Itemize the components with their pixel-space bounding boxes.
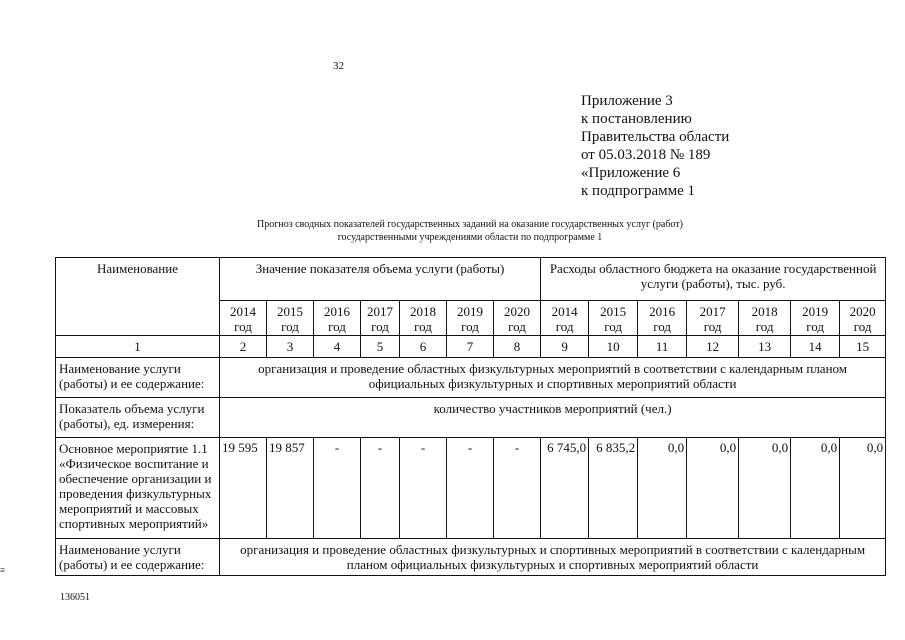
year-cell: 2018 год (739, 301, 791, 336)
appendix-block (581, 92, 729, 200)
value-cell: - (494, 438, 541, 539)
service-text: организация и проведение областных физкультурных мероприятий в соответствии с календарным планом официальных физкультурных и спортивных мероприятий области (220, 358, 886, 398)
service-label-2: Наименование услуги (работы) и ее содержание: (56, 539, 220, 576)
indicator-label: Показатель объема услуги (работы), ед. измерения: (56, 398, 220, 438)
value-cell: - (314, 438, 361, 539)
year-cell: 2019 год (447, 301, 494, 336)
title-line-2: государственными учреждениями области по подпрограмме 1 (337, 232, 603, 243)
year-cell: 2017 год (361, 301, 400, 336)
appendix-line: от 05.03.2018 № 189 (581, 147, 711, 163)
value-cell: 0,0 (638, 438, 687, 539)
document-title (150, 218, 790, 244)
col-number: 14 (791, 336, 840, 358)
year-cell: 2016 год (314, 301, 361, 336)
measure-label: Основное мероприятие 1.1 «Физическое воспитание и обеспечение организации и проведения физкультурных мероприятий и массовых спортивных мероприятий» (56, 438, 220, 539)
col-number: 15 (840, 336, 886, 358)
col-number: 13 (739, 336, 791, 358)
value-cell: 0,0 (840, 438, 886, 539)
value-cell: 6 835,2 (589, 438, 638, 539)
col-number: 9 (541, 336, 589, 358)
service-text-2: организация и проведение областных физкультурных и спортивных мероприятий в соответствии с календарным планом официальных физкультурных и спортивных мероприятий области (220, 539, 886, 576)
col-number: 4 (314, 336, 361, 358)
col-number: 10 (589, 336, 638, 358)
appendix-line: Правительства области (581, 129, 730, 145)
appendix-line: «Приложение 6 (581, 165, 681, 181)
year-cell: 2019 год (791, 301, 840, 336)
year-cell: 2014 год (541, 301, 589, 336)
appendix-line: к постановлению (581, 111, 692, 127)
year-cell: 2017 год (687, 301, 739, 336)
col-number: 6 (400, 336, 447, 358)
indicator-text: количество участников мероприятий (чел.) (220, 398, 886, 438)
column-numbers-row (56, 336, 886, 358)
year-cell: 2015 год (589, 301, 638, 336)
year-cell: 2016 год (638, 301, 687, 336)
year-cell: 2020 год (494, 301, 541, 336)
year-cell: 2018 год (400, 301, 447, 336)
value-cell: 0,0 (687, 438, 739, 539)
appendix-line: Приложение 3 (581, 93, 673, 109)
year-cell: 2015 год (267, 301, 314, 336)
indicator-row (56, 398, 886, 438)
value-cell: 0,0 (739, 438, 791, 539)
header-expense: Расходы областного бюджета на оказание государственной услуги (работы), тыс. руб. (541, 258, 886, 301)
document-code: 136051 (60, 592, 90, 603)
col-number: 11 (638, 336, 687, 358)
service-label: Наименование услуги (работы) и ее содержание: (56, 358, 220, 398)
value-cell: 19 595 (220, 438, 267, 539)
value-cell: - (447, 438, 494, 539)
col-number: 1 (56, 336, 220, 358)
col-number: 3 (267, 336, 314, 358)
forecast-table (55, 257, 886, 576)
page-number: 32 (333, 60, 344, 72)
header-volume: Значение показателя объема услуги (работы) (220, 258, 541, 301)
service-row-2 (56, 539, 886, 576)
col-number: 12 (687, 336, 739, 358)
title-line-1: Прогноз сводных показателей государственных заданий на оказание государственных услуг (работ) (257, 219, 683, 230)
value-cell: - (400, 438, 447, 539)
col-number: 5 (361, 336, 400, 358)
side-mark: ≡ (0, 565, 6, 575)
measure-row (56, 438, 886, 539)
year-cell: 2020 год (840, 301, 886, 336)
col-number: 8 (494, 336, 541, 358)
year-cell: 2014 год (220, 301, 267, 336)
appendix-line: к подпрограмме 1 (581, 183, 695, 199)
col-number: 2 (220, 336, 267, 358)
value-cell: - (361, 438, 400, 539)
value-cell: 19 857 (267, 438, 314, 539)
service-row (56, 358, 886, 398)
col-number: 7 (447, 336, 494, 358)
header-name: Наименование (56, 258, 220, 336)
value-cell: 6 745,0 (541, 438, 589, 539)
value-cell: 0,0 (791, 438, 840, 539)
